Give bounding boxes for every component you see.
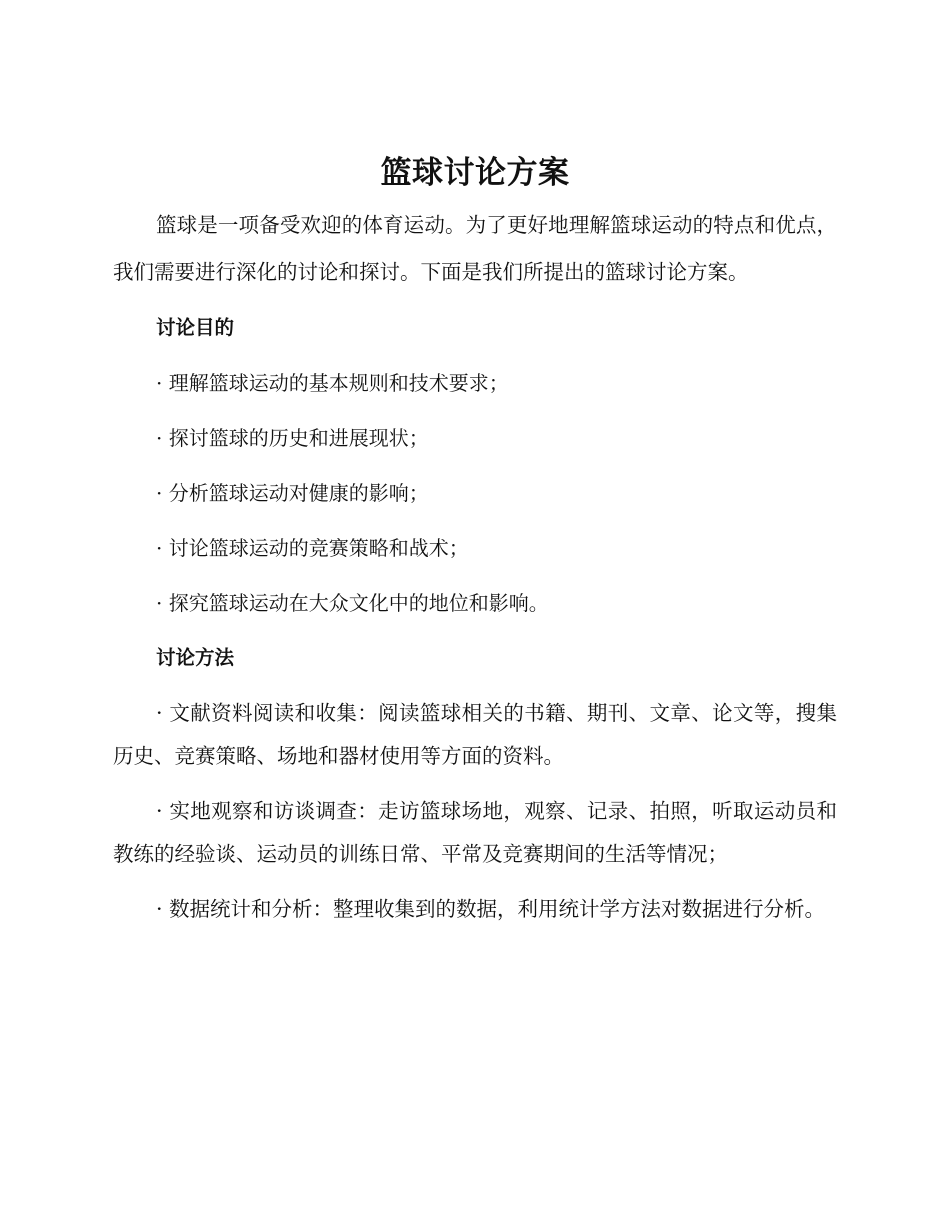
section-heading-method: 讨论方法	[156, 646, 235, 669]
purpose-item: · 理解篮球运动的基本规则和技术要求；	[156, 371, 509, 395]
intro-paragraph: 篮球是一项备受欢迎的体育运动。为了更好地理解篮球运动的特点和优点，我们需要进行深化的讨论和探讨。下面是我们所提出的篮球讨论方案。	[113, 213, 837, 284]
document-title: 篮球讨论方案	[380, 155, 570, 191]
method-item: · 文献资料阅读和收集：阅读篮球相关的书籍、期刊、文章、论文等，搜集历史、竞赛策略、场地和器材使用等方面的资料。	[113, 701, 837, 768]
purpose-item: · 讨论篮球运动的竞赛策略和战术；	[156, 536, 469, 560]
document-page	[113, 150, 837, 931]
method-item: · 实地观察和访谈调查：走访篮球场地，观察、记录、拍照，听取运动员和教练的经验谈、运动员的训练日常、平常及竞赛期间的生活等情况；	[113, 799, 837, 866]
method-item: · 数据统计和分析：整理收集到的数据，利用统计学方法对数据进行分析。	[156, 897, 826, 921]
purpose-item: · 探究篮球运动在大众文化中的地位和影响。	[156, 591, 549, 615]
section-heading-purpose: 讨论目的	[156, 316, 235, 339]
purpose-item: · 探讨篮球的历史和进展现状；	[156, 426, 429, 450]
purpose-item: · 分析篮球运动对健康的影响；	[156, 481, 429, 505]
